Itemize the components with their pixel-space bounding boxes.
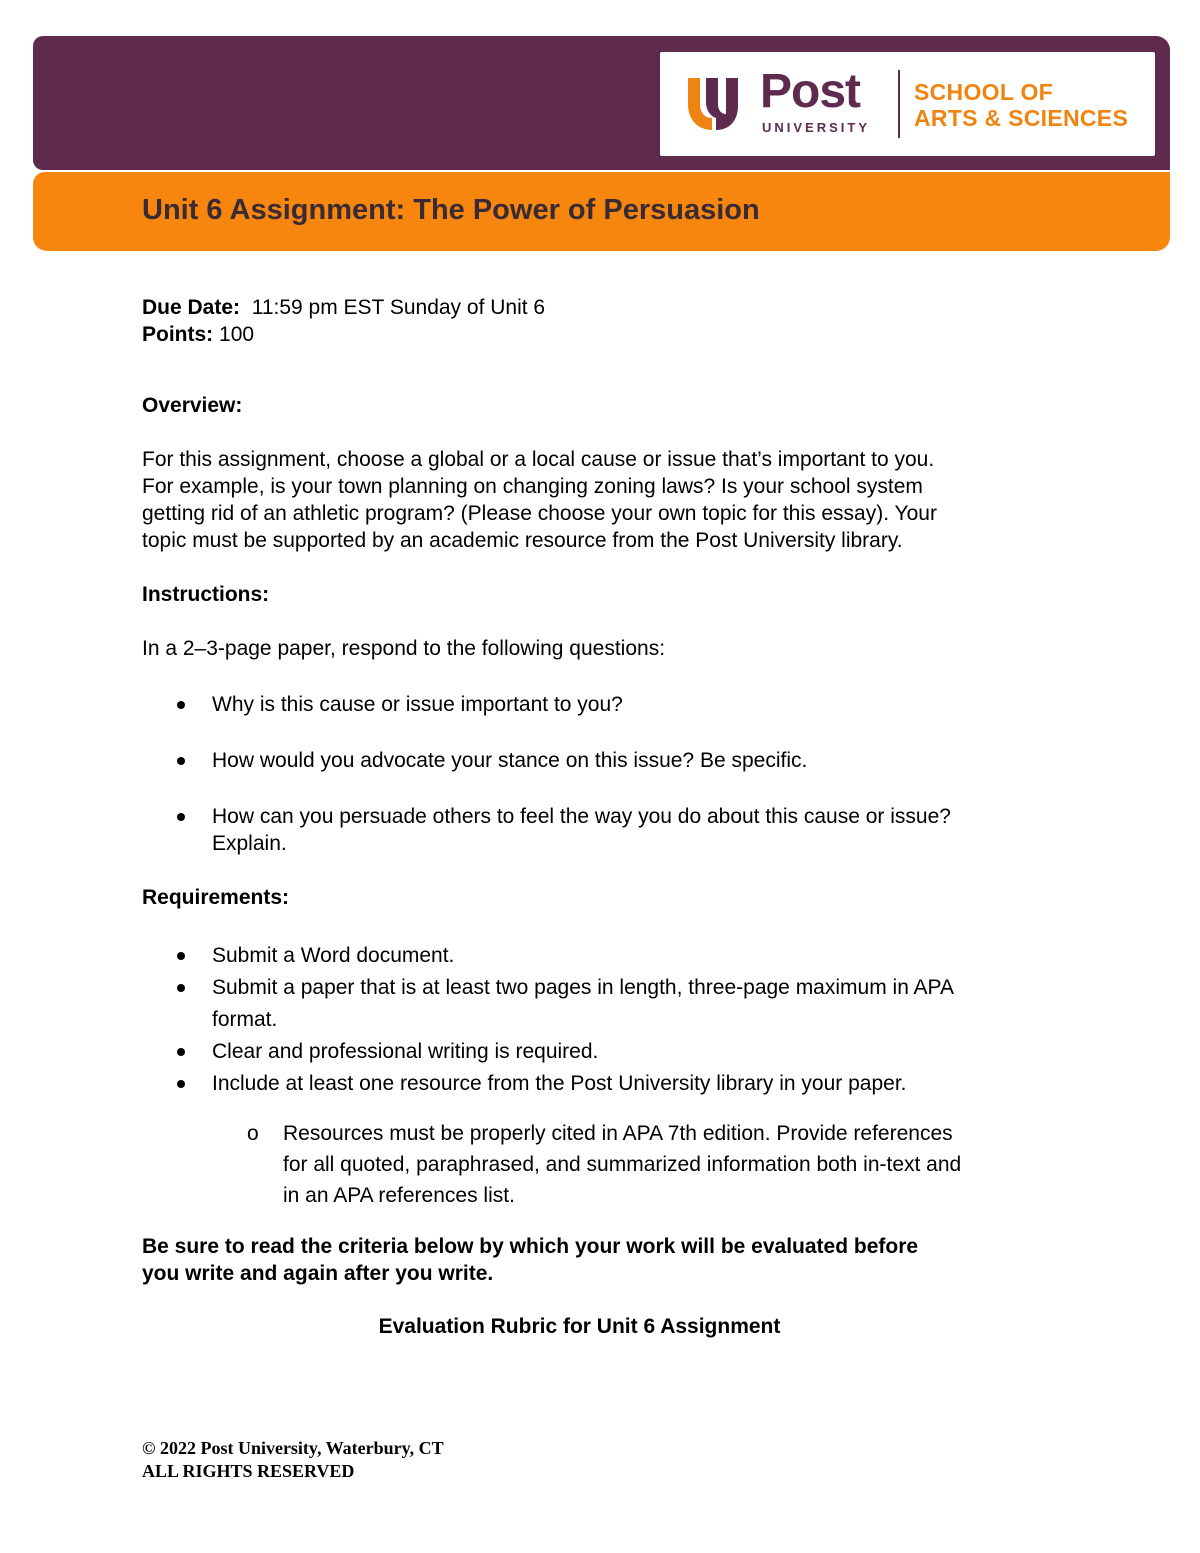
school-name <box>914 79 1128 131</box>
requirement-text: Include at least one resource from the Post University library in your paper. <box>212 1072 907 1095</box>
note-line: Be sure to read the criteria below by which your work will be evaluated before <box>142 1235 919 1258</box>
note-line: you write and again after you write. <box>142 1262 494 1285</box>
post-university-logo-icon <box>686 72 748 136</box>
due-date-label: Due Date: <box>142 296 241 319</box>
assignment-body <box>142 294 1072 1340</box>
instructions-intro: In a 2–3-page paper, respond to the following questions: <box>142 637 666 660</box>
evaluation-note <box>142 1233 1072 1287</box>
page-title: Unit 6 Assignment: The Power of Persuasion <box>142 194 760 226</box>
bullet-icon <box>177 1080 185 1088</box>
sub-bullet-icon: o <box>247 1122 259 1145</box>
requirement-text: Submit a paper that is at least two pages in length, three-page maximum in APA <box>212 976 955 999</box>
list-item <box>142 972 1072 1036</box>
sub-item-text: in an APA references list. <box>283 1184 515 1207</box>
points-line <box>142 321 1072 348</box>
overview-line: topic must be supported by an academic resource from the Post University library. <box>142 529 903 552</box>
due-date-value: 11:59 pm EST Sunday of Unit 6 <box>251 296 546 319</box>
bullet-icon <box>177 813 185 821</box>
list-item <box>142 803 1072 857</box>
rights-text: ALL RIGHTS RESERVED <box>142 1461 355 1481</box>
requirement-text: Clear and professional writing is required. <box>212 1040 599 1063</box>
bullet-icon <box>177 984 185 992</box>
school-line-1: SCHOOL OF <box>914 79 1054 105</box>
list-item <box>142 940 1072 972</box>
bullet-icon <box>177 757 185 765</box>
overview-heading: Overview: <box>142 394 243 417</box>
overview-paragraph <box>142 446 1072 554</box>
meta-block <box>142 294 1072 348</box>
sub-item-text: Resources must be properly cited in APA 7th edition. Provide references <box>283 1122 953 1145</box>
list-item <box>142 747 1072 774</box>
question-text: How can you persuade others to feel the way you do about this cause or issue? <box>212 805 951 828</box>
rubric-heading: Evaluation Rubric for Unit 6 Assignment <box>378 1315 781 1338</box>
requirements-list <box>142 940 1072 1100</box>
overview-line: For this assignment, choose a global or a local cause or issue that’s important to you. <box>142 448 935 471</box>
points-value: 100 <box>219 323 255 346</box>
questions-list <box>142 691 1072 857</box>
question-text: Why is this cause or issue important to you? <box>212 693 623 716</box>
requirements-heading: Requirements: <box>142 886 290 909</box>
bullet-icon <box>177 701 185 709</box>
question-text: How would you advocate your stance on this issue? Be specific. <box>212 749 808 772</box>
bullet-icon <box>177 952 185 960</box>
requirement-text: Submit a Word document. <box>212 944 455 967</box>
copyright-text: © 2022 Post University, Waterbury, CT <box>142 1438 444 1458</box>
logo-divider <box>898 70 900 138</box>
list-item <box>142 691 1072 718</box>
sub-item-text: for all quoted, paraphrased, and summarized information both in-text and <box>283 1153 962 1176</box>
list-item <box>142 1036 1072 1068</box>
due-date-line <box>142 294 1072 321</box>
sub-list-item <box>142 1118 1072 1211</box>
overview-line: getting rid of an athletic program? (Please choose your own topic for this essay). Your <box>142 502 937 525</box>
brand-subtitle: UNIVERSITY <box>762 120 871 135</box>
question-text: Explain. <box>212 832 287 855</box>
instructions-heading: Instructions: <box>142 583 270 606</box>
overview-line: For example, is your town planning on changing zoning laws? Is your school system <box>142 475 923 498</box>
brand-name: Post <box>760 65 861 118</box>
points-label: Points: <box>142 323 214 346</box>
footer <box>142 1437 444 1483</box>
requirement-text: format. <box>212 1008 278 1031</box>
bullet-icon <box>177 1048 185 1056</box>
school-line-2: ARTS & SCIENCES <box>914 105 1129 131</box>
list-item <box>142 1068 1072 1100</box>
